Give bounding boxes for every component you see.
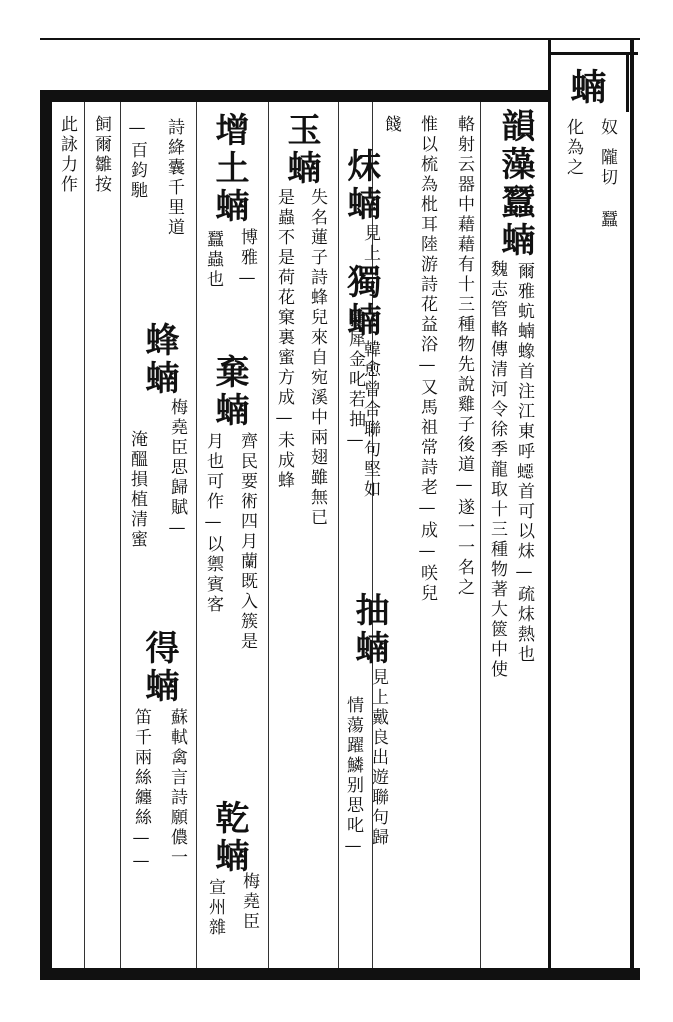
entry-text: 惟以梳為枇耳陸游詩花益浴—又馬祖常詩老—成—咲兒 (417, 115, 437, 604)
entry-heading: 蜂蝻 (139, 322, 179, 398)
entry-text: 詩絳囊千里道 (164, 118, 184, 238)
entry-text: —百鈞馳 (127, 118, 147, 201)
head-note2: 化為之 (563, 118, 583, 178)
entry-text: 月也可作—以禦賓客 (203, 432, 223, 615)
entry-heading: 抽蝻 (349, 592, 389, 668)
entry-text: 梅堯臣思歸賦— (167, 398, 187, 541)
entry-heading: 增土蝻 (209, 112, 249, 226)
column-separator (338, 102, 339, 968)
entry-text: 梅堯臣 (239, 872, 259, 932)
column-separator (268, 102, 269, 968)
entry-text: 韓愈曾合聯句堅如 (360, 340, 380, 500)
head-note: 蠶 (597, 210, 617, 230)
head-reading: 奴 (597, 118, 617, 138)
entry-text: 博雅— (237, 228, 257, 291)
entry-text: 見上 (360, 224, 380, 264)
entry-text: 魏志管輅傳清河令徐季龍取十三種物著大篋中使 (487, 260, 507, 680)
entry-text: 是蟲不是荷花窠裏蜜方成—未成蜂 (274, 188, 294, 491)
entry-heading: 棄蝻 (209, 354, 249, 430)
entry-text: 輅射云器中藉藉有十三種物先說雞子後道—遂一一名之 (454, 115, 474, 598)
entry-text: 蘇軾禽言詩願儂一 (167, 708, 187, 868)
entry-heading: 得蝻 (139, 630, 179, 706)
head-fanqie: 隴切 (597, 148, 617, 188)
header-box-right (626, 52, 629, 112)
entry-text: 飼爾雛按 (91, 115, 111, 195)
entry-column (281, 112, 321, 188)
entry-text: 撞犀金叱若抽— (345, 310, 365, 453)
entry-text: 爾雅蚢蝻蟓首注江東呼𧑕首可以㶬—疏㶬熱也 (514, 262, 534, 665)
entry-text: 餞 (381, 115, 401, 135)
entry-column (209, 112, 249, 226)
entry-heading: 獨蝻 (341, 264, 381, 340)
entry-text: 笛千兩絲纏絲—— (131, 708, 151, 874)
entry-text: 淹醞損植清蜜 (127, 430, 147, 550)
column-separator (196, 102, 197, 968)
right-inner-rule (548, 40, 551, 968)
column-separator (120, 102, 121, 968)
entry-heading: 㶬蝻 (341, 148, 381, 224)
bottom-rule (40, 968, 640, 980)
head-char: 蝻 (565, 68, 607, 106)
header-box-top (548, 52, 638, 55)
entry-heading: 乾蝻 (209, 800, 249, 876)
entry-heading: 韻藻蠶蝻 (495, 108, 535, 260)
top-rule-thick (40, 90, 550, 102)
column-separator (480, 102, 481, 968)
entry-text: 蠶蟲也 (203, 230, 223, 290)
edge-rule (630, 40, 634, 970)
entry-heading: 玉蝻 (281, 112, 321, 188)
entry-text: 情蕩躍鱗别思叱— (343, 696, 363, 859)
entry-text: 宣州雜 (205, 878, 225, 938)
column-separator (84, 102, 85, 968)
left-rule (40, 90, 52, 980)
entry-text: 齊民要術四月蘭既入簇是 (237, 432, 257, 652)
entry-text: 失名蓮子詩蜂兒來自宛溪中兩翅雖無已 (307, 188, 327, 528)
entry-text: 此詠力作 (57, 115, 77, 195)
entry-text: 見上戴良出遊聯句歸 (368, 668, 388, 848)
